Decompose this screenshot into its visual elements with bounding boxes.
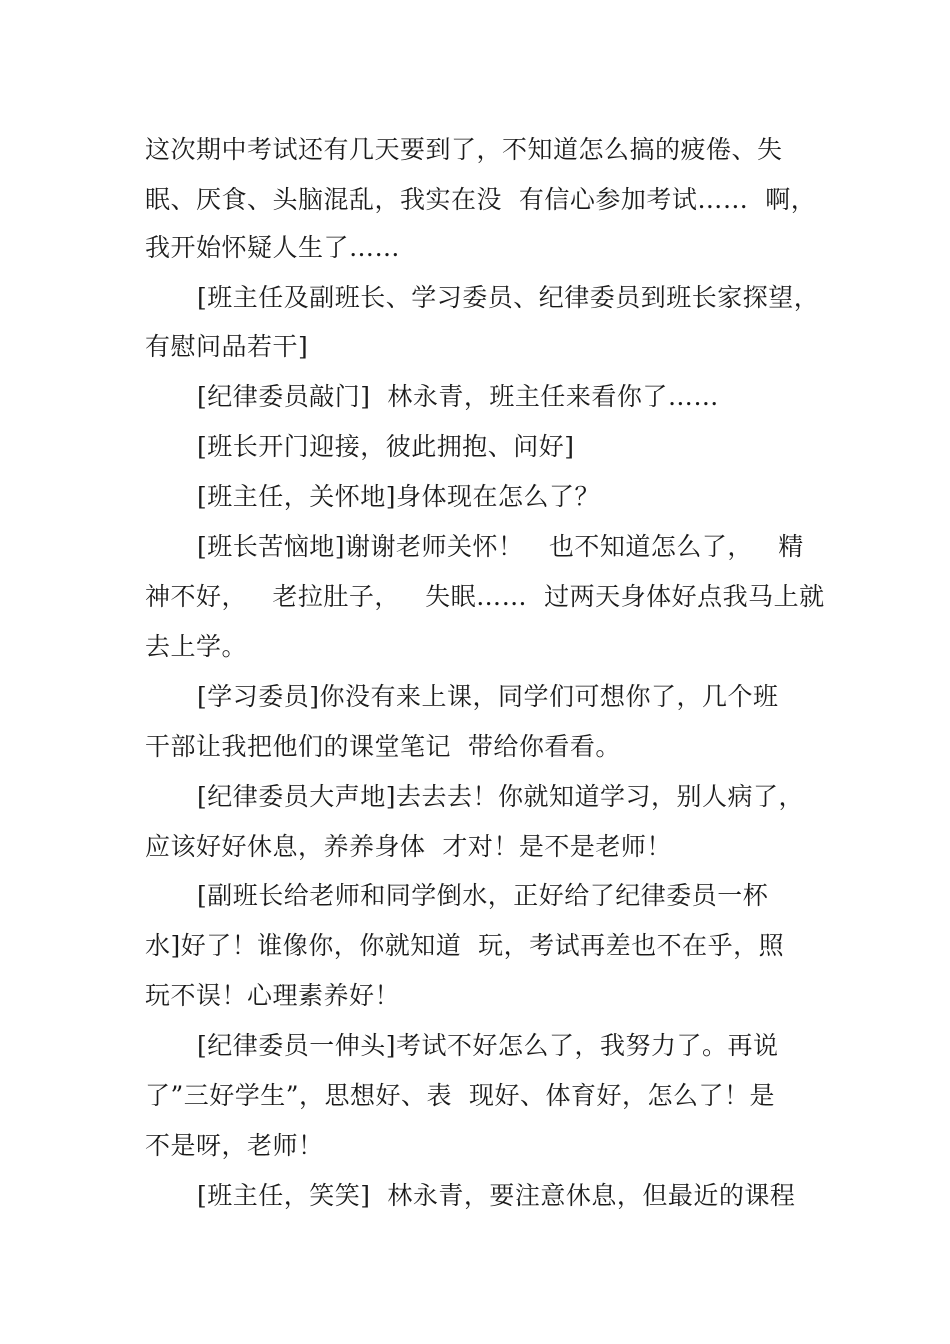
text-line: [班主任，关怀地]身体现在怎么了？ [197,482,601,511]
text-line: 这次期中考试还有几天要到了，不知道怎么搞的疲倦、失 [145,135,783,164]
text-line: 了”三好学生”，思想好、表 现好、体育好，怎么了！是 [145,1081,775,1110]
text-line: [纪律委员敲门] 林永青，班主任来看你了…… [197,382,719,411]
text-line: [纪律委员一伸头]考试不好怎么了，我努力了。再说 [197,1031,779,1060]
text-line: 我开始怀疑人生了…… [145,233,401,262]
text-line: [副班长给老师和同学倒水，正好给了纪律委员一杯 [197,881,769,910]
text-line: 有慰问品若干] [145,332,309,361]
text-line: 眠、厌食、头脑混乱，我实在没 有信心参加考试…… 啊， [145,185,817,214]
text-line: 神不好， 老拉肚子， 失眠…… 过两天身体好点我马上就 [145,582,825,611]
text-line: 玩不误！心理素养好！ [145,981,401,1010]
text-line: 应该好好休息，养养身体 才对！是不是老师！ [145,832,672,861]
text-line: 去上学。 [145,632,248,661]
text-line: [班主任，笑笑] 林永青，要注意休息，但最近的课程 [197,1181,796,1210]
text-line: 水]好了！谁像你，你就知道 玩，考试再差也不在乎，照 [145,931,785,960]
text-line: [班长苦恼地]谢谢老师关怀！ 也不知道怎么了， 精 [197,532,804,561]
text-line: 不是呀，老师！ [145,1131,324,1160]
text-line: [纪律委员大声地]去去去！你就知道学习，别人病了， [197,782,805,811]
text-line: [班主任及副班长、学习委员、纪律委员到班长家探望， [197,283,820,312]
text-line: 干部让我把他们的课堂笔记 带给你看看。 [145,732,621,761]
text-line: [班长开门迎接，彼此拥抱、问好] [197,432,575,461]
text-line: [学习委员]你没有来上课，同学们可想你了，几个班 [197,682,779,711]
